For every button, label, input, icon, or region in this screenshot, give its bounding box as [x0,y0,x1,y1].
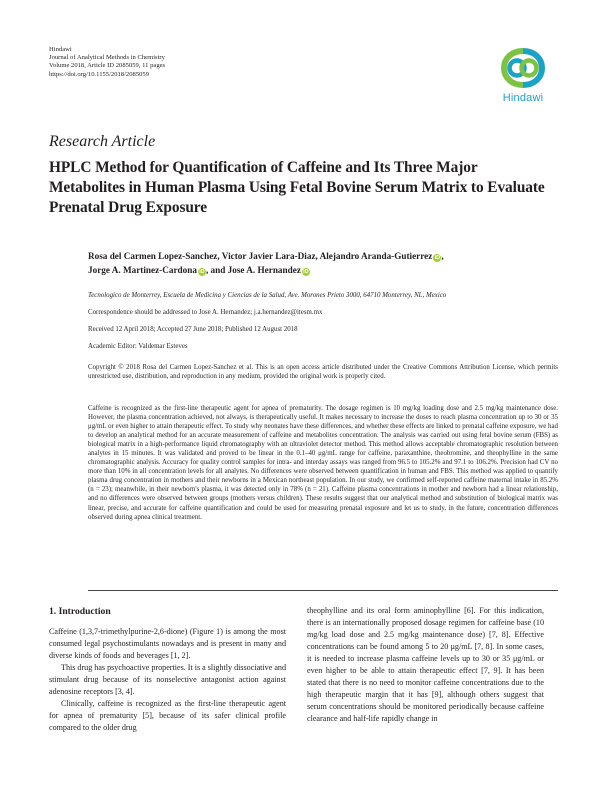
paragraph: This drug has psychoactive properties. It is a slightly dissociative and stimulant drug because of its nonselective antagonist action against adenosine receptors [3, 4]. [49,663,287,696]
body-column-right [307,605,544,725]
paragraph: theophylline and its oral form aminophylline [6]. For this indication, there is an internationally proposed dosage regimen for caffeine base (10 mg/kg load dose and 2.5 mg/kg maintenance dose) [7, 8]. Effective concentrations can be found among 5 to 20 μg/mL [7, 8]. In some cases, it is needed to increase plasma caffeine levels up to 30 or 35 μg/mL or even higher to be able to attain therapeutic effect [7, 9]. It has been stated that there is no need to monitor caffeine concentrations due to the high therapeutic margin that it has [9], although others suggest that serum concentrations should be monitored periodically because caffeine clearance and half-life rapidly change in [307,606,544,723]
paragraph: Caffeine (1,3,7-trimethylpurine-2,6-dione) (Figure 1) is among the most consumed legal psychostimulants nowadays and is present in many and diverse kinds of foods and beverages [1, 2]. [49,627,286,660]
article-title: HPLC Method for Quantification of Caffeine and Its Three Major Metabolites in Human Plasma Using Fetal Bovine Serum Matrix to Evaluate Prenatal Drug Exposure [49,159,545,216]
section-heading: 1. Introduction [49,606,111,617]
journal-volume: Volume 2018, Article ID 2085059, 11 pages [49,62,166,70]
authors-line-2a: Jorge A. Martinez-Cardona [88,264,197,275]
publisher-name: Hindawi [49,46,72,53]
author-list: Rosa del Carmen Lopez-Sanchez, Victor Javier Lara-Diaz, Alejandro Aranda-Gutierrez iD, Jorge A. Martinez-Cardona iD, and Jose A. Hernandez iD [88,251,444,275]
academic-editor: Academic Editor: Valdemar Esteves [88,343,188,350]
article-type: Research Article [49,133,156,150]
copyright-notice: Copyright © 2018 Rosa del Carmen Lopez-Sanchez et al. This is an open access article distributed under the Creative Commons Attribution License, which permits unrestricted use, distribution, and reproduction in any medium, provided the original work is properly cited. [88,364,558,381]
correspondence: Correspondence should be addressed to Jose A. Hernandez; j.a.hernandez@itesm.mx [88,309,323,316]
orcid-icon[interactable]: iD [303,268,309,275]
hindawi-logo-icon [495,46,551,90]
authors-line-2b: , and Jose A. Hernandez [205,264,301,275]
abstract: Caffeine is recognized as the first-line therapeutic agent for apnea of prematurity. The dosage regimen is 10 mg/kg loading dose and 2.5 mg/kg maintenance dose. However, the plasma concentration achieved, not always, is therapeutically useful. It makes necessary to increase the doses to reach plasma concentration up to 30 or 35 μg/mL or even higher to attain therapeutic effect. To study why neonates have these differences, and whether these effects are linked to prenatal caffeine exposure, we had to develop an analytical method for an accurate measurement of caffeine and metabolites concentration. The analysis was carried out using fetal bovine serum (FBS) as biological matrix in a high-performance liquid chromatography with an ultraviolet detector method. This method allows acceptable chromatographic resolution between analytes in 15 minutes. It was validated and proved to be linear in the 0.1–40 μg/mL range for caffeine, paraxanthine, theobromine, and theophylline in the same chromatographic analysis. Accuracy for quality control samples for intra- and interday assays was ranged from 96.5 to 105.2% and 97.1 to 106.2%. Precision had CV no more than 10% in all concentration levels for all analytes. No differences were observed between quantification in human and FBS. This method was applied to quantify plasma drug concentration in mothers and their newborns in a Mexican northeast population. In our study, we confirmed self-reported caffeine maternal intake in 85.2% (n = 23); meanwhile, in their newborn's plasma, it was detected only in 78% (n = 21). Caffeine plasma concentrations in mother and newborn had a linear relationship, and no differences were observed between groups (mothers versus children). These results suggest that our analytical method and substitution of biological matrix was linear, precise, and accurate for caffeine quantification and could be used for measuring prenatal exposure and let us to study, in the future, concentration differences observed during apnea clinical treatment. [88,405,558,521]
authors-line-1: Rosa del Carmen Lopez-Sanchez, Victor Javier Lara-Diaz, Alejandro Aranda-Gutierrez [88,251,433,261]
publication-dates: Received 12 April 2018; Accepted 27 June 2018; Published 12 August 2018 [88,326,298,333]
journal-name: Journal of Analytical Methods in Chemistry [49,54,165,62]
hindawi-logo-text: Hindawi [502,92,544,104]
journal-doi[interactable]: https://doi.org/10.1155/2018/2085059 [49,70,150,78]
body-column-left [49,605,286,734]
journal-info [49,46,349,79]
section-divider [88,590,558,591]
hindawi-logo [495,46,551,110]
affiliation: Tecnologico de Monterrey, Escuela de Medicina y Ciencias de la Salud, Ave. Morones Prieto 3000, 64710 Monterrey, NL, Mexico [88,292,447,299]
paragraph: Clinically, caffeine is recognized as the first-line therapeutic agent for apnea of prematurity [5], because of its safer clinical profile compared to the older drug [49,699,286,732]
orcid-icon[interactable]: iD [434,255,441,261]
orcid-icon[interactable]: iD [199,268,205,275]
